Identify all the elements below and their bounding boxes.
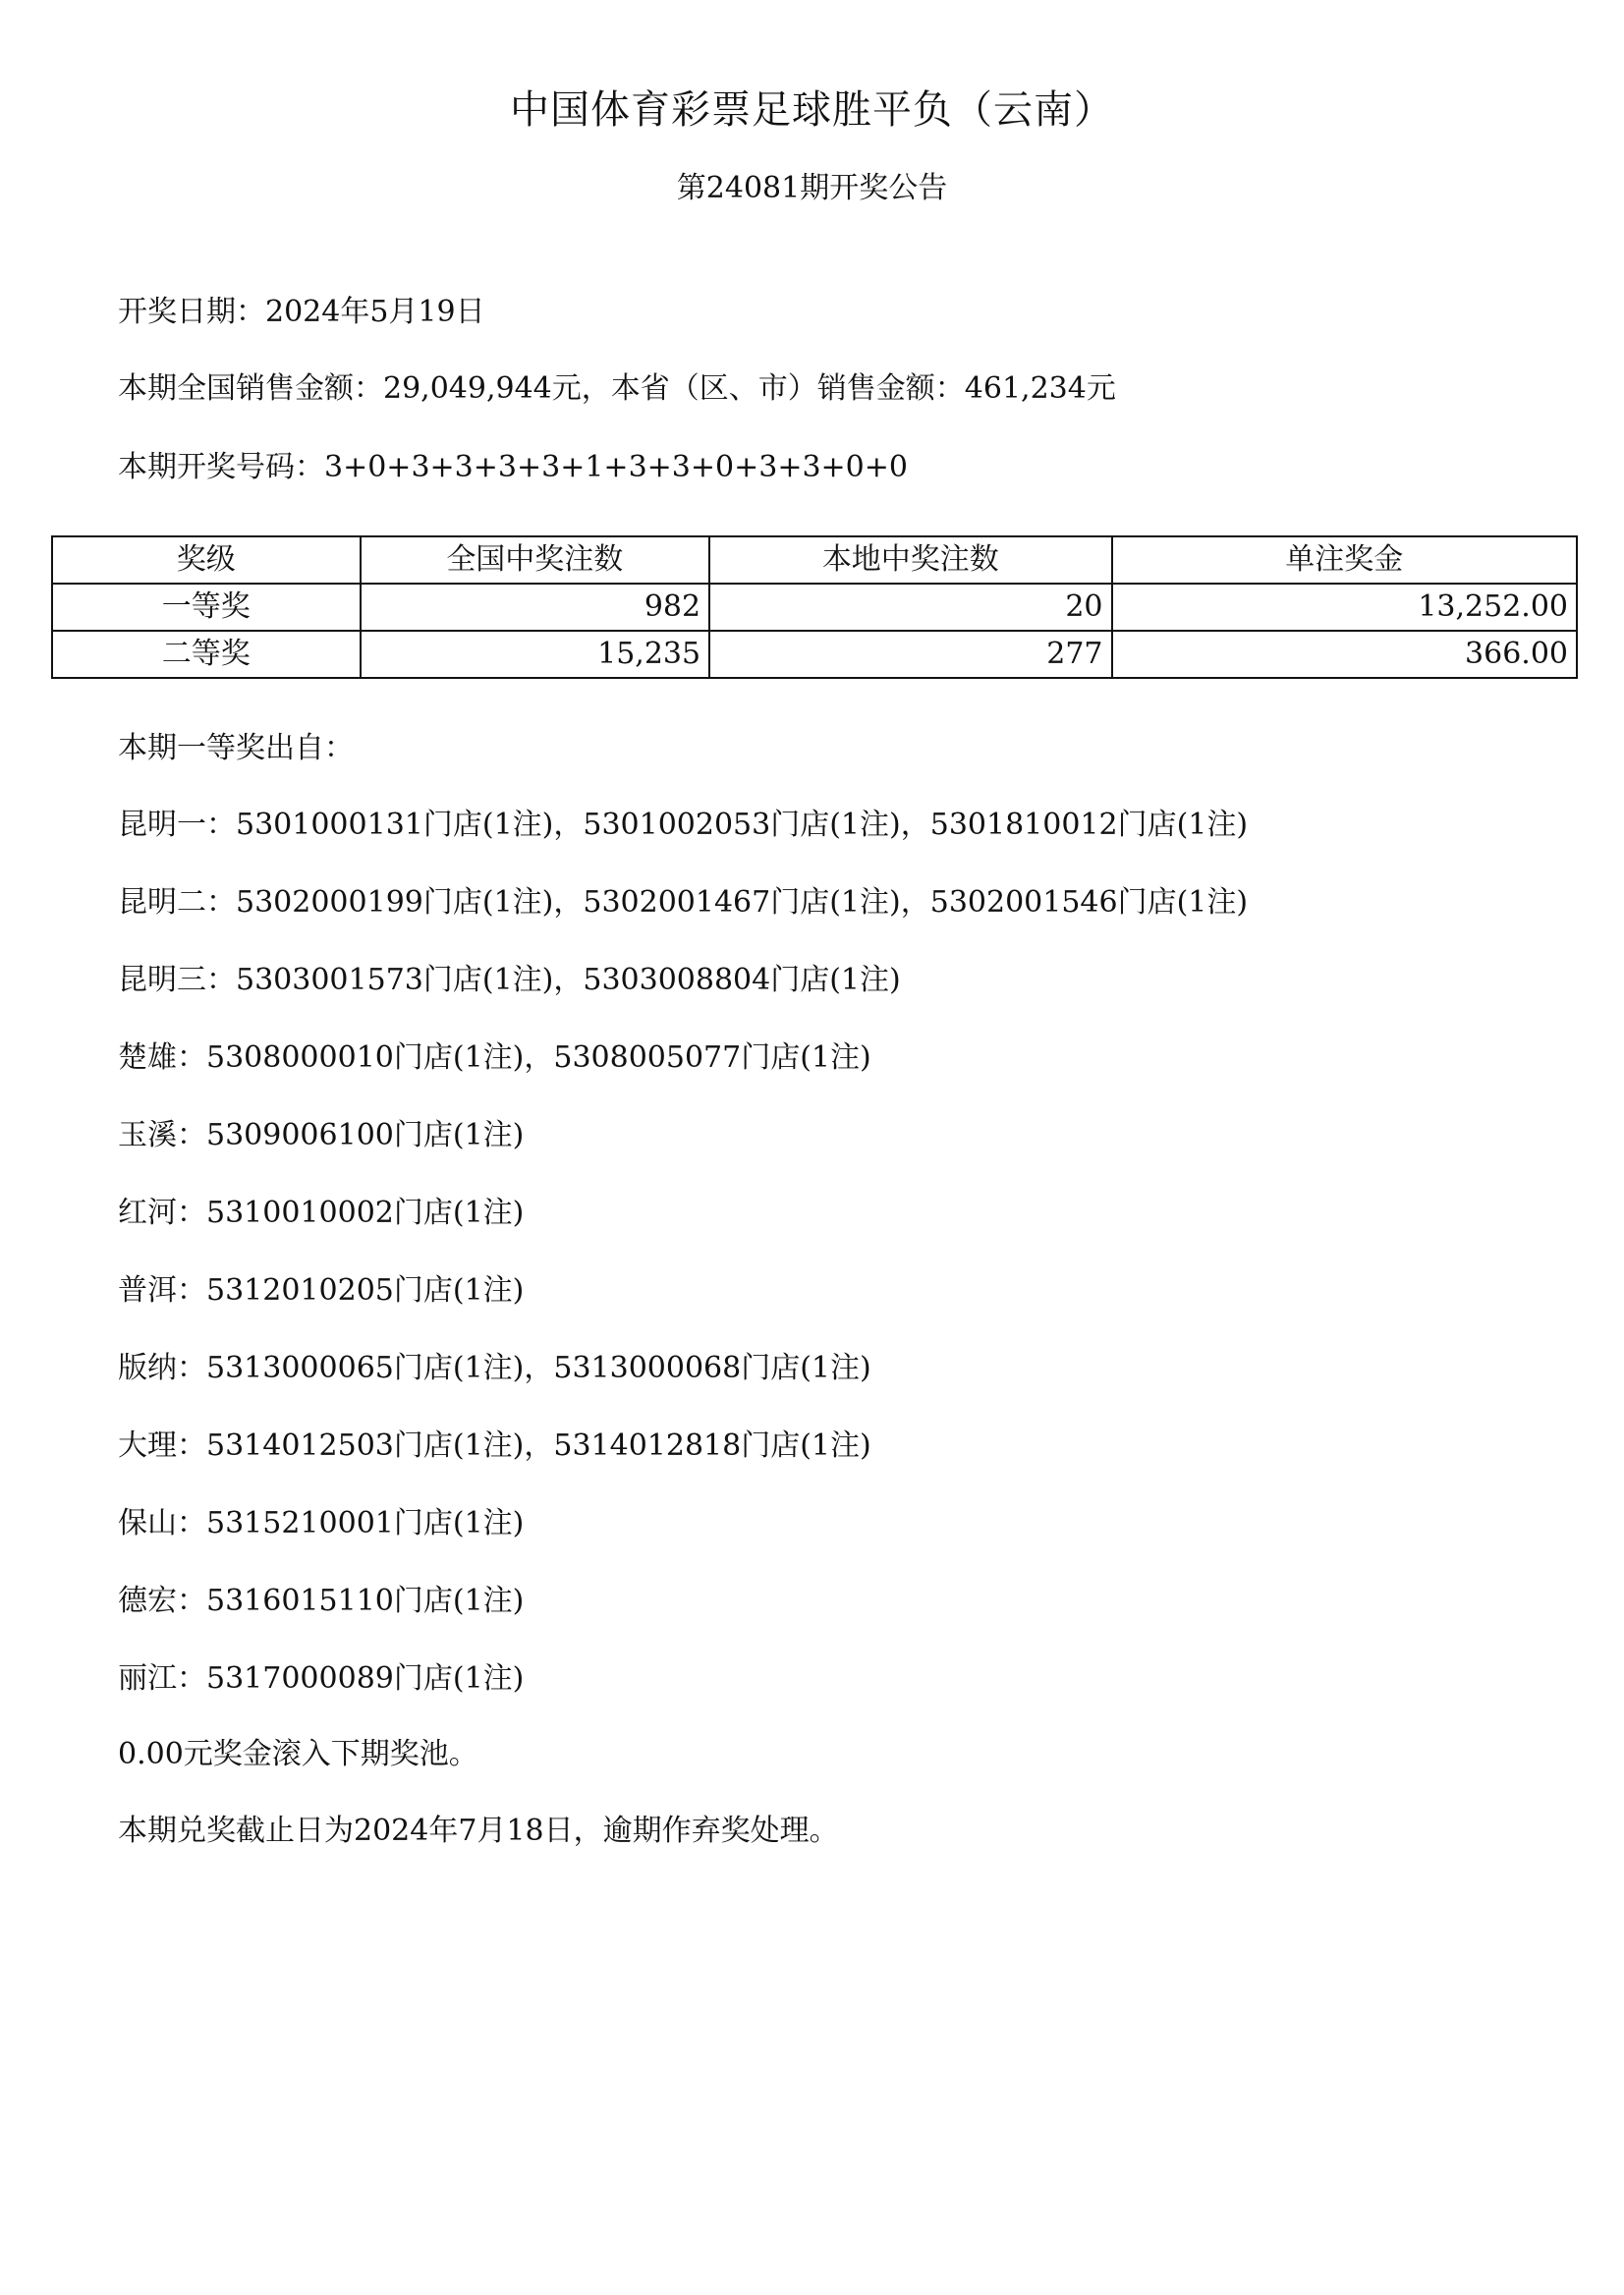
prize-level: 一等奖	[52, 584, 361, 631]
list-item	[118, 1114, 1248, 1192]
area-name: 保山：	[118, 1506, 206, 1540]
table-row	[52, 631, 1577, 678]
shop-list: 5313000065门店(1注)，5313000068门店(1注)	[206, 1351, 871, 1385]
prize-table-header	[52, 536, 1577, 584]
list-item	[118, 1036, 1248, 1114]
page-title: 中国体育彩票足球胜平负（云南）	[510, 87, 1114, 133]
list-item	[118, 1347, 1248, 1425]
draw-date-label: 开奖日期：	[118, 295, 265, 329]
list-item	[118, 881, 1248, 959]
area-name: 版纳：	[118, 1351, 206, 1385]
list-item	[118, 1580, 1248, 1657]
header-prize-amount: 单注奖金	[1112, 536, 1577, 584]
shop-list: 5308000010门店(1注)，5308005077门店(1注)	[206, 1040, 871, 1075]
local-winners: 277	[709, 631, 1111, 678]
shop-list: 5316015110门店(1注)	[206, 1584, 525, 1618]
shop-list: 5317000089门店(1注)	[206, 1661, 525, 1696]
header-national-winners: 全国中奖注数	[361, 536, 710, 584]
table-row	[52, 584, 1577, 631]
shop-list: 5315210001门店(1注)	[206, 1506, 525, 1540]
national-sales-value: 29,049,944元	[383, 371, 582, 406]
draw-numbers-line	[118, 446, 908, 489]
area-name: 昆明一：	[118, 808, 236, 842]
prize-table	[51, 535, 1578, 679]
sales-line	[118, 367, 1116, 411]
header-local-winners: 本地中奖注数	[709, 536, 1111, 584]
list-item	[118, 1192, 1248, 1269]
area-name: 昆明三：	[118, 963, 236, 997]
shop-list: 5301000131门店(1注)，5301002053门店(1注)，5301810012门店(1注)	[236, 808, 1249, 842]
list-item	[118, 804, 1248, 881]
list-item	[118, 1502, 1248, 1580]
area-name: 普洱：	[118, 1273, 206, 1308]
draw-numbers-label: 本期开奖号码：	[118, 450, 324, 484]
area-name: 德宏：	[118, 1584, 206, 1618]
list-item	[118, 1269, 1248, 1347]
national-winners: 982	[361, 584, 710, 631]
local-sales-label: ，本省（区、市）销售金额：	[581, 371, 965, 406]
prize-amount: 366.00	[1112, 631, 1577, 678]
claim-deadline-note: 本期兑奖截止日为2024年7月18日，逾期作弃奖处理。	[118, 1814, 839, 1848]
area-name: 红河：	[118, 1196, 206, 1230]
shop-list: 5309006100门店(1注)	[206, 1118, 525, 1152]
local-winners: 20	[709, 584, 1111, 631]
national-sales-label: 本期全国销售金额：	[118, 371, 383, 406]
winner-list	[118, 804, 1248, 1735]
draw-date-value: 2024年5月19日	[265, 295, 485, 329]
area-name: 玉溪：	[118, 1118, 206, 1152]
prize-level: 二等奖	[52, 631, 361, 678]
area-name: 丽江：	[118, 1661, 206, 1696]
area-name: 昆明二：	[118, 885, 236, 920]
shop-list: 5302000199门店(1注)，5302001467门店(1注)，5302001546门店(1注)	[236, 885, 1249, 920]
shop-list: 5310010002门店(1注)	[206, 1196, 525, 1230]
local-sales-value: 461,234元	[964, 371, 1116, 406]
area-name: 楚雄：	[118, 1040, 206, 1075]
rollover-note: 0.00元奖金滚入下期奖池。	[118, 1737, 478, 1771]
list-item	[118, 1657, 1248, 1735]
list-item	[118, 1425, 1248, 1502]
shop-list: 5303001573门店(1注)，5303008804门店(1注)	[236, 963, 901, 997]
area-name: 大理：	[118, 1428, 206, 1463]
header-prize-level: 奖级	[52, 536, 361, 584]
shop-list: 5312010205门店(1注)	[206, 1273, 525, 1308]
winners-header: 本期一等奖出自：	[118, 731, 354, 765]
draw-numbers-value: 3+0+3+3+3+3+1+3+3+0+3+3+0+0	[324, 450, 908, 484]
shop-list: 5314012503门店(1注)，5314012818门店(1注)	[206, 1428, 871, 1463]
issue-subtitle: 第24081期开奖公告	[676, 171, 948, 205]
list-item	[118, 959, 1248, 1036]
national-winners: 15,235	[361, 631, 710, 678]
draw-date-line	[118, 291, 485, 334]
prize-amount: 13,252.00	[1112, 584, 1577, 631]
